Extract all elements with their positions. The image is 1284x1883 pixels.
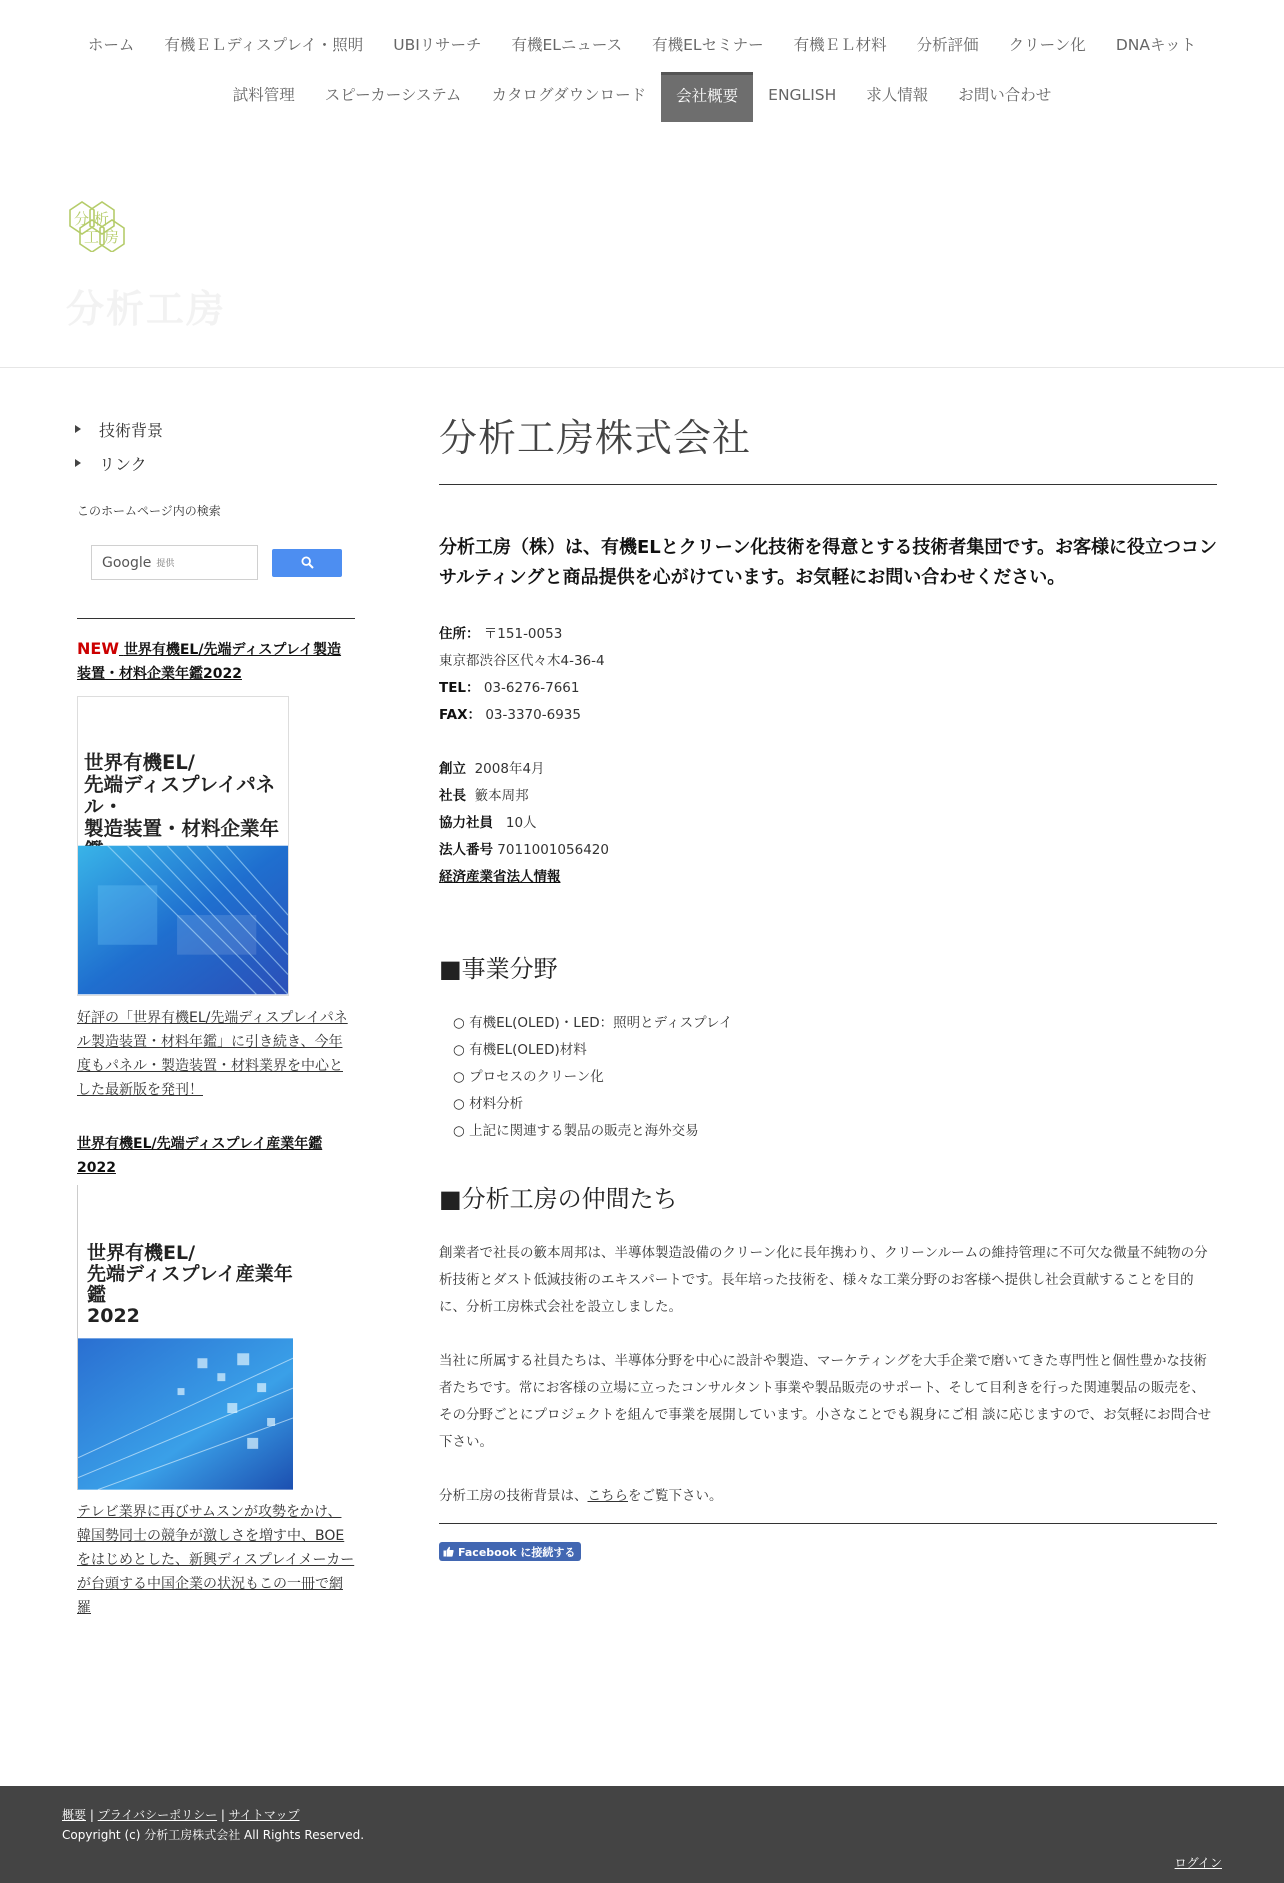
- nav-careers[interactable]: 求人情報: [866, 86, 929, 104]
- tel-label: TEL：: [439, 680, 480, 696]
- svg-text:工: 工: [84, 228, 100, 246]
- lead-text: 分析工房（株）は、有機ELとクリーン化技術を得意とする技術者集団です。お客様に役立つコンサルティングと商品提供を心がけています。お気軽にお問い合わせください。: [439, 537, 1217, 588]
- company-info: [439, 621, 1217, 891]
- nav-oled-display-lighting[interactable]: 有機ＥＬディスプレイ・照明: [164, 36, 364, 54]
- meti-info-link[interactable]: 経済産業省法人情報: [439, 869, 561, 885]
- nav-dna-kit[interactable]: DNAキット: [1115, 36, 1197, 54]
- nav-analysis[interactable]: 分析評価: [916, 36, 979, 54]
- para3-after: をご覧下さい。: [628, 1488, 723, 1504]
- tel-value: 03-6276-7661: [483, 680, 580, 696]
- site-name[interactable]: 分析工房: [66, 287, 227, 331]
- book-promo-1: [77, 637, 355, 1102]
- book1-title: 世界有機EL/先端ディスプレイ製造装置・材料企業年鑑2022: [77, 642, 342, 682]
- site-logo[interactable]: [66, 196, 136, 252]
- team-section-title: ■分析工房の仲間たち: [439, 1185, 678, 1213]
- corp-number-label: 法人番号: [439, 842, 493, 858]
- address-line-1: [439, 621, 1217, 648]
- nav-row-2: [0, 72, 1284, 122]
- para3-before: 分析工房の技術背景は、: [439, 1488, 588, 1504]
- list-item: ○ 有機EL(OLED)材料: [453, 1042, 587, 1058]
- footer-link-about[interactable]: 概要: [62, 1808, 87, 1822]
- postal-code: 〒151-0053: [483, 626, 563, 642]
- business-list: [453, 1010, 1217, 1145]
- search-placeholder-suffix: 提供: [156, 559, 175, 569]
- staff-value: 10人: [505, 815, 537, 831]
- tech-background-link[interactable]: こちら: [587, 1488, 628, 1504]
- nav-clean[interactable]: クリーン化: [1008, 36, 1086, 54]
- founded-line: [439, 756, 1217, 783]
- president-line: [439, 783, 1217, 810]
- new-badge: NEW: [77, 639, 119, 658]
- title-divider: [439, 484, 1217, 485]
- nav-catalog-download[interactable]: カタログダウンロード: [491, 86, 647, 104]
- footer-link-sitemap[interactable]: サイトマップ: [228, 1808, 300, 1822]
- corp-number-line: [439, 837, 1217, 864]
- copyright: Copyright (c) 分析工房株式会社 All Rights Reserved.: [62, 1828, 365, 1842]
- spacer: [439, 729, 1217, 756]
- cover-line: 世界有機EL/: [84, 751, 195, 774]
- nav-ubi-research[interactable]: UBIリサーチ: [393, 36, 482, 54]
- nav-oled-news[interactable]: 有機ELニュース: [511, 36, 623, 54]
- tech-background-paragraph: [439, 1483, 1217, 1510]
- cover-line: 製造装置・材料企業年: [84, 817, 280, 840]
- book1-cover-image[interactable]: [77, 696, 289, 996]
- address-line-2: 東京都渋谷区代々木4-36-4: [439, 653, 605, 669]
- sidebar-link-tech-background[interactable]: [77, 412, 355, 446]
- svg-text:析: 析: [94, 210, 110, 228]
- header-divider: [0, 367, 1284, 368]
- site-search: [91, 545, 355, 580]
- search-icon: [301, 556, 314, 569]
- cover-line: 先端ディスプレイパネル・: [84, 773, 276, 818]
- search-label: このホームページ内の検索: [77, 504, 221, 518]
- nav-home[interactable]: ホーム: [87, 36, 135, 54]
- login-link[interactable]: ログイン: [1174, 1856, 1222, 1870]
- book2-title-link[interactable]: 世界有機EL/先端ディスプレイ産業年鑑2022: [77, 1136, 323, 1176]
- team-paragraph-2: 当社に所属する社員たちは、半導体分野を中心に設計や製造、マーケティングを大手企業で磨いてきた専門性と個性豊かな技術者たちです。常にお客様の立場に立ったコンサルタント事業や製品販売のサポート、そして目利きを行った関連製品の販売を、その分野ごとにプロジェクトを組んで事業を展開しています。小さなことでも親身にご相 談に応じますので、お気軽にお問合せ下さい。: [439, 1353, 1212, 1450]
- page-title: 分析工房株式会社: [439, 416, 752, 460]
- address-label: 住所：: [439, 626, 480, 642]
- president-label: 社長: [439, 788, 466, 804]
- corp-number-value: 7011001056420: [497, 842, 609, 858]
- nav-speaker-system[interactable]: スピーカーシステム: [324, 86, 462, 104]
- list-item: ○ 材料分析: [453, 1096, 524, 1112]
- triangle-right-icon: [75, 425, 81, 433]
- content-divider: [439, 1523, 1217, 1524]
- book2-cover-text: [87, 1243, 293, 1327]
- facebook-connect-button[interactable]: [439, 1542, 581, 1561]
- list-item: ○ 有機EL(OLED)・LED：照明とディスプレイ: [453, 1015, 733, 1031]
- business-section-title: ■事業分野: [439, 955, 558, 983]
- cover-line: 先端ディスプレイ産業年鑑: [87, 1263, 293, 1306]
- nav-oled-seminar[interactable]: 有機ELセミナー: [652, 36, 764, 54]
- footer-links: 概要 | プライバシーポリシー | サイトマップ: [62, 1808, 300, 1822]
- list-item: ○ プロセスのクリーン化: [453, 1069, 604, 1085]
- sidebar-link-label: 技術背景: [99, 420, 164, 440]
- founded-label: 創立: [439, 761, 466, 777]
- book1-title-link[interactable]: [77, 637, 355, 686]
- fax-value: 03-3370-6935: [485, 707, 581, 723]
- search-button[interactable]: [272, 549, 342, 577]
- thumbs-up-icon: [443, 1546, 454, 1557]
- svg-text:分: 分: [74, 210, 90, 228]
- book2-cover-image[interactable]: [77, 1185, 293, 1490]
- team-paragraph-1: 創業者で社長の籔本周邦は、半導体製造設備のクリーン化に長年携わり、クリーンルームの維持管理に不可欠な微量不純物の分析技術とダスト低減技術のエキスパートです。長年培った技術を、様々な工業分野のお客様へ提供し社会貢献することを目的に、分析工房株式会社を設立しました。: [439, 1245, 1208, 1315]
- sidebar-link-label: リンク: [99, 454, 147, 474]
- sidebar-divider: [77, 618, 355, 619]
- search-placeholder-brand: Google: [102, 554, 152, 571]
- main-nav: [0, 22, 1284, 122]
- triangle-right-icon: [75, 459, 81, 467]
- sidebar: [77, 412, 355, 1620]
- main-content: [439, 412, 1217, 1561]
- book2-description-link[interactable]: テレビ業界に再びサムスンが攻勢をかけ、韓国勢同士の競争が激しさを増す中、BOEをはじめとした、新興ディスプレイメーカーが台頭する中国企業の状況もこの一冊で網羅: [77, 1504, 355, 1616]
- book1-description-link[interactable]: 好評の「世界有機EL/先端ディスプレイパネル製造装置・材料年鑑」に引き続き、今年度もパネル・製造装置・材料業界を中心とした最新版を発刊！: [77, 1010, 348, 1098]
- nav-contact[interactable]: お問い合わせ: [958, 86, 1052, 104]
- search-input[interactable]: [91, 545, 258, 580]
- nav-oled-materials[interactable]: 有機ＥＬ材料: [793, 36, 887, 54]
- sidebar-link-links[interactable]: [77, 446, 355, 480]
- cover-graphic: [78, 1338, 293, 1490]
- nav-company-profile[interactable]: 会社概要: [661, 72, 753, 122]
- fax-line: [439, 702, 1217, 729]
- staff-label: 協力社員: [439, 815, 493, 831]
- staff-line: [439, 810, 1217, 837]
- cover-graphic: [78, 845, 288, 995]
- founded-value: 2008年4月: [474, 761, 545, 777]
- president-value: 籔本周邦: [474, 788, 529, 804]
- nav-row-1: [0, 22, 1284, 72]
- nav-sample-management[interactable]: 試料管理: [232, 86, 295, 104]
- nav-english[interactable]: ENGLISH: [768, 86, 837, 104]
- facebook-button-label: Facebook に接続する: [458, 1545, 576, 1559]
- tel-line: [439, 675, 1217, 702]
- footer: [0, 1786, 1284, 1883]
- fax-label: FAX：: [439, 707, 482, 723]
- list-item: ○ 上記に関連する製品の販売と海外交易: [453, 1123, 699, 1139]
- svg-text:房: 房: [104, 228, 120, 246]
- footer-link-privacy[interactable]: プライバシーポリシー: [97, 1808, 218, 1822]
- cover-line: 世界有機EL/: [87, 1242, 196, 1264]
- cover-line: 2022: [87, 1305, 140, 1327]
